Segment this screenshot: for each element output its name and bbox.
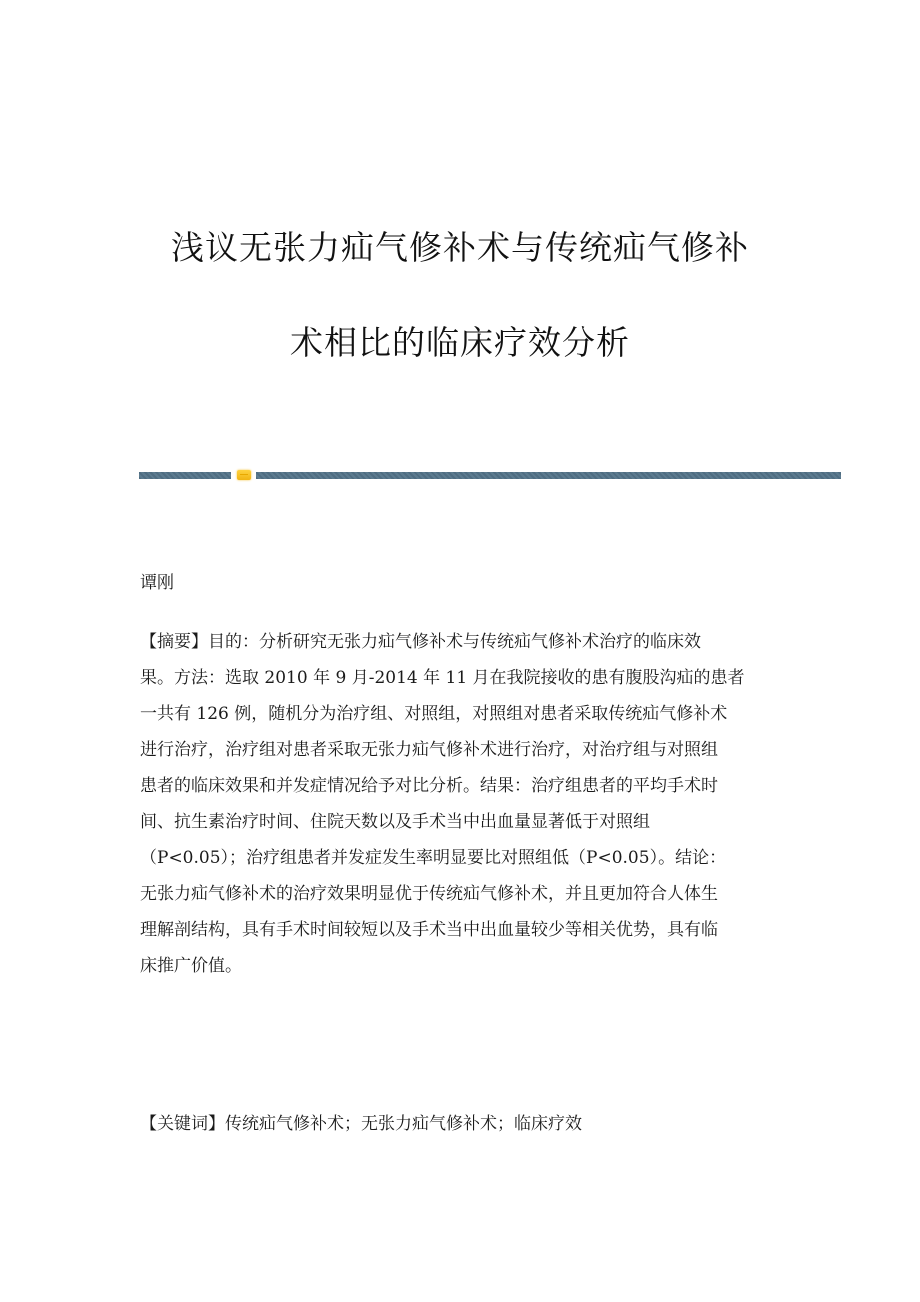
abstract-line: 无张力疝气修补术的治疗效果明显优于传统疝气修补术，并且更加符合人体生	[140, 884, 718, 904]
abstract-line: 进行治疗，治疗组对患者采取无张力疝气修补术进行治疗，对治疗组与对照组	[140, 740, 718, 760]
abstract-line: 间、抗生素治疗时间、住院天数以及手术当中出血量显著低于对照组	[140, 812, 650, 832]
abstract	[140, 624, 780, 984]
document-title-line-1: 浅议无张力疝气修补术与传统疝气修补	[171, 228, 749, 267]
title-divider	[139, 472, 841, 480]
abstract-line: 果。方法：选取 2010 年 9 月-2014 年 11 月在我院接收的患有腹股沟疝的患者	[140, 668, 745, 688]
divider-ornament-icon	[237, 470, 251, 480]
abstract-line: 理解剖结构，具有手术时间较短以及手术当中出血量较少等相关优势，具有临	[140, 920, 718, 940]
abstract-line: 一共有 126 例，随机分为治疗组、对照组，对照组对患者采取传统疝气修补术	[140, 704, 728, 724]
abstract-line: 床推广价值。	[140, 956, 242, 976]
abstract-line: 【摘要】目的：分析研究无张力疝气修补术与传统疝气修补术治疗的临床效	[140, 632, 701, 652]
abstract-line: 患者的临床效果和并发症情况给予对比分析。结果：治疗组患者的平均手术时	[140, 776, 718, 796]
keywords: 【关键词】传统疝气修补术；无张力疝气修补术；临床疗效	[140, 1114, 582, 1134]
divider-bar-left	[139, 472, 231, 479]
document-title-line-2: 术相比的临床疗效分析	[290, 323, 630, 362]
divider-bar-right	[256, 472, 841, 479]
author-name: 谭刚	[140, 573, 174, 593]
abstract-line: （P<0.05）；治疗组患者并发症发生率明显要比对照组低（P<0.05）。结论：	[140, 848, 727, 868]
